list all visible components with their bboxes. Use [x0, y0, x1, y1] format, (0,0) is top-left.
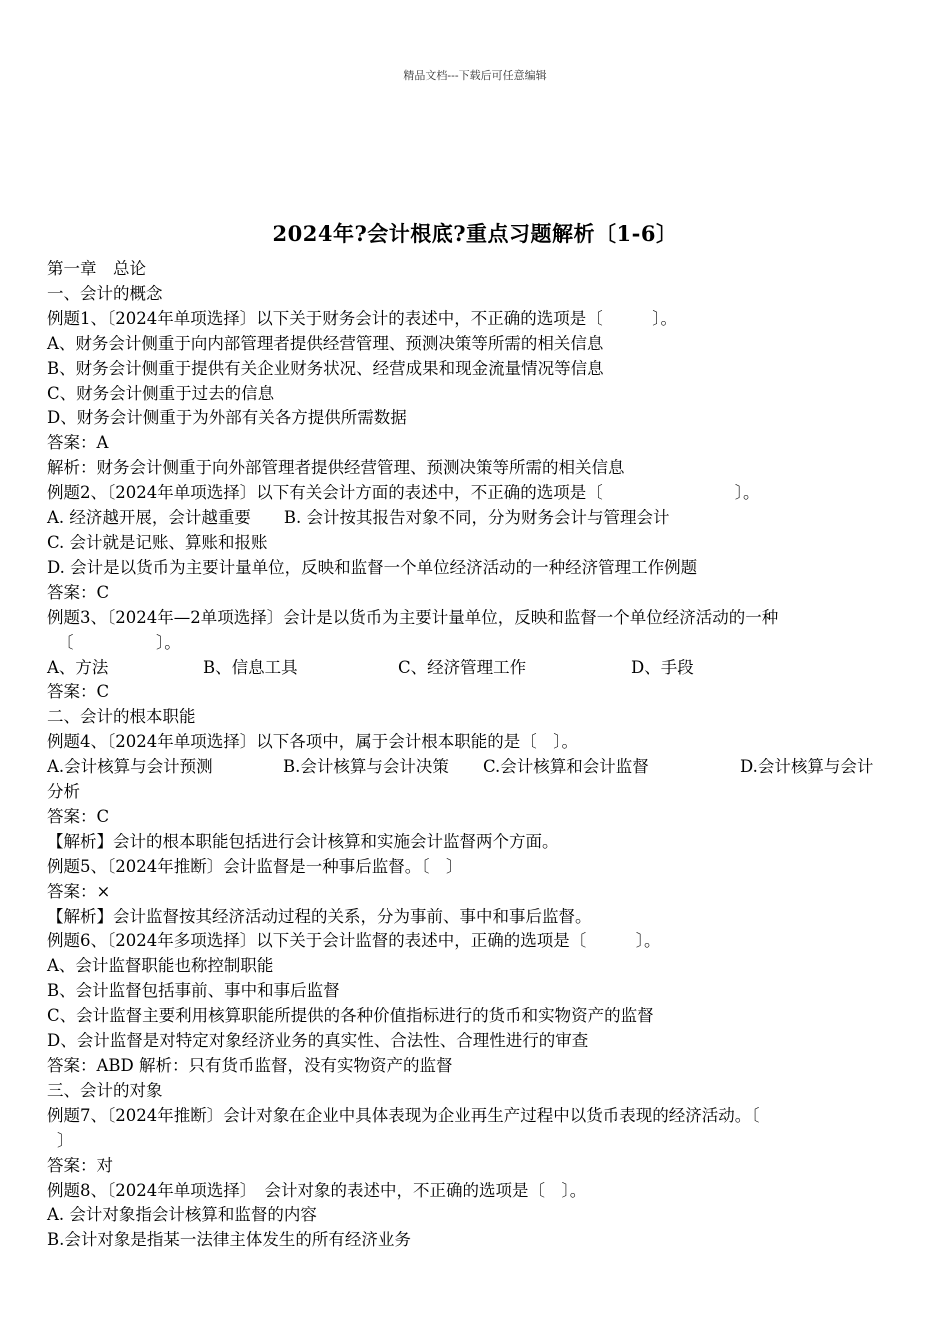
option-text: B.会计核算与会计决策 [283, 757, 449, 777]
answer-text: 答案：C [47, 582, 110, 602]
question-text: 例题1、〔2024年单项选择〕以下关于财务会计的表述中，不正确的选项是〔 〕。 [47, 308, 677, 328]
question-text: 例题4、〔2024年单项选择〕以下各项中，属于会计根本职能的是〔 〕。 [47, 732, 578, 752]
option-text: C、财务会计侧重于过去的信息 [47, 383, 275, 403]
option-text: D.会计核算与会计 [740, 757, 874, 777]
analysis-text: 解析：财务会计侧重于向外部管理者提供经营管理、预测决策等所需的相关信息 [47, 458, 625, 478]
question-text: 例题6、〔2024年多项选择〕以下关于会计监督的表述中，正确的选项是〔 〕。 [47, 931, 661, 951]
answer-text: 答案：A [47, 433, 109, 453]
header-note: 精品文档---下载后可任意编辑 [403, 69, 547, 82]
section-heading: 一、会计的概念 [47, 283, 163, 303]
option-text: C. 会计就是记账、算账和报账 [47, 532, 268, 552]
option-text: A. 经济越开展，会计越重要 B. 会计按其报告对象不同，分为财务会计与管理会计 [47, 508, 670, 528]
answer-text: 答案：ABD 解析：只有货币监督，没有实物资产的监督 [47, 1056, 453, 1075]
answer-text: 答案：C [47, 682, 110, 702]
option-text: D、会计监督是对特定对象经济业务的真实性、合法性、合理性进行的审查 [47, 1031, 589, 1051]
document-title: 2024年?会计根底?重点习题解析〔1-6〕 [272, 221, 678, 246]
option-text: B.会计对象是指某一法律主体发生的所有经济业务 [47, 1230, 411, 1250]
option-text: B、财务会计侧重于提供有关企业财务状况、经营成果和现金流量情况等信息 [47, 358, 604, 378]
answer-text: 答案：对 [47, 1155, 113, 1175]
chapter-heading: 第一章 总论 [47, 259, 146, 278]
option-text: A. 会计对象指会计核算和监督的内容 [47, 1205, 317, 1225]
answer-text: 答案：C [47, 806, 110, 826]
section-heading: 二、会计的根本职能 [47, 707, 196, 727]
option-text: D、财务会计侧重于为外部有关各方提供所需数据 [47, 408, 407, 428]
option-text: C、会计监督主要利用核算职能所提供的各种价值指标进行的货币和实物资产的监督 [47, 1006, 654, 1026]
option-text: C.会计核算和会计监督 [483, 757, 649, 777]
analysis-text: 【解析】会计监督按其经济活动过程的关系，分为事前、事中和事后监督。 [47, 906, 592, 926]
question-text: 例题5、〔2024年推断〕会计监督是一种事后监督。〔 〕 [47, 856, 463, 876]
analysis-text: 【解析】会计的根本职能包括进行会计核算和实施会计监督两个方面。 [47, 831, 559, 851]
section-heading: 三、会计的对象 [47, 1080, 163, 1100]
answer-text: 答案：× [47, 881, 111, 901]
document-body [47, 257, 907, 1253]
option-text: A、方法 [47, 657, 109, 677]
question-text: 例题2、〔2024年单项选择〕以下有关会计方面的表述中，不正确的选项是〔 〕。 [47, 483, 760, 503]
q4-options-row [47, 755, 907, 780]
option-text: 分析 [47, 782, 80, 802]
option-text: C、经济管理工作 [398, 657, 527, 677]
question-text: 例题8、〔2024年单项选择〕 会计对象的表述中，不正确的选项是〔 〕。 [47, 1180, 587, 1200]
question-text: 〔 〕。 [57, 632, 181, 652]
option-text: B、信息工具 [203, 657, 298, 677]
option-text: D、手段 [631, 657, 694, 677]
option-text: A、财务会计侧重于向内部管理者提供经营管理、预测决策等所需的相关信息 [47, 333, 604, 353]
option-text: B、会计监督包括事前、事中和事后监督 [47, 981, 340, 1001]
q3-options-row [47, 656, 907, 681]
option-text: A、会计监督职能也称控制职能 [47, 956, 274, 976]
question-text: 例题3、〔2024年—2单项选择〕会计是以货币为主要计量单位，反映和监督一个单位经济活动的一种 [47, 607, 779, 627]
question-text: 例题7、〔2024年推断〕会计对象在企业中具体表现为企业再生产过程中以货币表现的经济活动。〔 [47, 1105, 760, 1125]
option-text: A.会计核算与会计预测 [47, 757, 213, 777]
question-text: 〕 [57, 1130, 74, 1150]
option-text: D. 会计是以货币为主要计量单位，反映和监督一个单位经济活动的一种经济管理工作例题 [47, 557, 698, 577]
